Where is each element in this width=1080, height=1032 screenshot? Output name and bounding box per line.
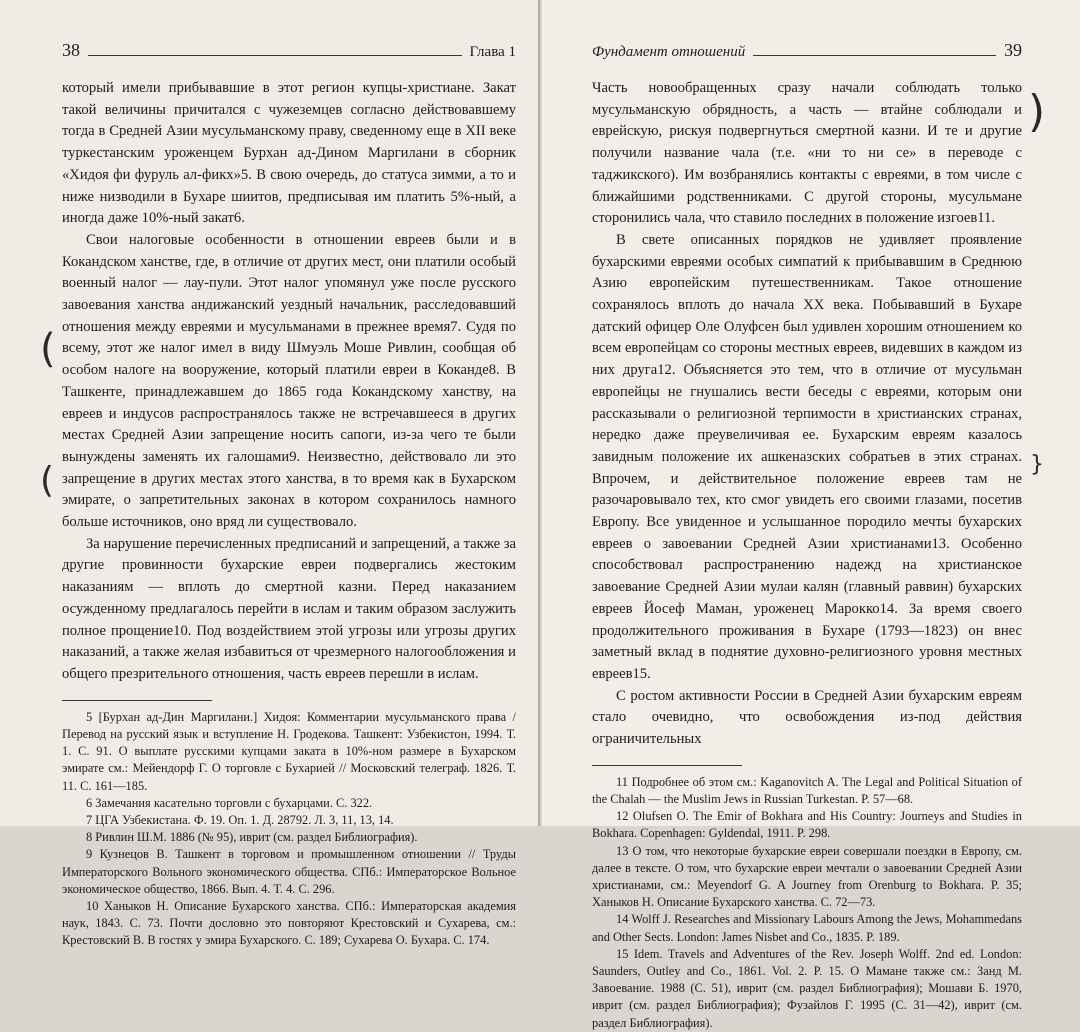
right-page-number: 39	[1004, 40, 1022, 60]
left-page-number: 38	[62, 40, 80, 60]
left-running-head	[62, 40, 516, 68]
footnote: 8 Ривлин Ш.М. 1886 (№ 95), иврит (см. раздел Библиография).	[86, 830, 418, 845]
left-page	[0, 0, 538, 948]
footnote: 13 О том, что некоторые бухарские евреи совершали поездки в Европу, см. далее в тексте. О том, что бухарские евреи мечтали о завоевании Средней Азии христианами, см.: Meyendorf G. A Journey from Orenburg to Bokhara. P. 35; Ханыков Н. Описание Бухарского ханства. С. 72—73.	[592, 843, 1022, 910]
pencil-bracket-mark: (	[40, 460, 55, 501]
section-title: Фундамент отношений	[592, 44, 746, 60]
right-running-head	[592, 40, 1022, 68]
footnote: 5 [Бурхан ад-Дин Маргилани.] Хидоя: Комментарии мусульманского права / Перевод на русский язык и вступление Н. Гродекова. Ташкент: Узбекистон, 1994. Т. 1. С. 91. О выплате русскими купцами заката в 10%-ном размере в Бухарском эмирате см.: Мейендорф Г. О торговле с Бухарией // Московский телеграф. 1826. Т. 11. С. 161—185.	[62, 709, 516, 793]
left-body-text	[62, 78, 516, 686]
paragraph: Часть новообращенных сразу начали соблюдать только мусульманскую обрядность, а часть — втайне соблюдали и еврейскую, рискуя подвергнуться смертной казни. И те и другие получили название чала (т.е. «ни то ни се» в переводе с таджикского). Им возбранялись контакты с евреями, в том числе с ближайшими родственниками. С другой стороны, мусульмане сторонились чала, что ставило последних в положение изгоев11.	[592, 80, 1022, 227]
footnote: 10 Ханыков Н. Описание Бухарского ханства. СПб.: Императорская академия наук, 1843. С. 73. Почти дословно это повторяют Крестовский и Сухарева, см.: Крестовский В. В гостях у эмира Бухарского. С. 189; Сухарева О. Бухара. С. 174.	[62, 898, 516, 948]
paragraph: За нарушение перечисленных предписаний и запрещений, а также за другие провинности бухарские евреи подвергались жестоким наказаниям — вплоть до смертной казни. Перед наказанием осужденному предлагалось перейти в ислам и таким образом заслужить полное прощение10. Под воздействием этой угрозы или угрозы других наказаний, а также желая избавиться от чрезмерного налогообложения и общего презрительного отношения, часть евреев перешли в ислам.	[62, 535, 516, 682]
right-page	[542, 0, 1080, 1030]
header-rule	[753, 55, 996, 56]
paragraph: В свете описанных порядков не удивляет проявление бухарскими евреями особых симпатий к прибывавшим в Среднюю Азию европейским путешественникам. Такое отношение сохранялось вплоть до начала XX века. Побывавший в Бухаре датский офицер Оле Олуфсен был удивлен хорошим отношением ко всем европейцам со стороны местных евреев, видевших в каждом из них друга12. Объясняется это тем, что в отличие от мусульман европейцы не гнушались вести беседы с евреями, которым они рассказывали о религиозной терпимости в христианских странах, нередко даже преувеличивая ее. Бухарским евреям казалось завидным положение их ашкеназских собратьев в этих странах. Впрочем, и действительное положение евреев там не разочаровывало тех, кто смог увидеть его своими глазами, посетив Европу. Все увиденное и услышанное породило мечты бухарских евреев о завоевании Средней Азии христианами13. Особенно способствовал распространению надежд на христианское завоевание Средней Азии мулаи калян (главный раввин) бухарских евреев Йосеф Маман, уроженец Марокко14. За время своего продолжительного проживания в Бухаре (1793—1823) он внес заметный вклад в поднятие духовно-религиозного уровня местных евреев15.	[592, 231, 1022, 682]
chapter-title: Глава 1	[469, 44, 516, 60]
right-body-text	[592, 78, 1022, 751]
footnote: 12 Olufsen O. The Emir of Bokhara and His Country: Journeys and Studies in Bokhara. Copenhagen: Gyldendal, 1911. P. 298.	[592, 809, 1022, 841]
right-footnotes	[592, 774, 1022, 1032]
footnote-separator	[592, 765, 742, 766]
footnote: 14 Wolff J. Researches and Missionary Labours Among the Jews, Mohammedans and Other Sects. London: James Nisbet and Co., 1835. P. 189.	[592, 912, 1022, 944]
footnote: 7 ЦГА Узбекистана. Ф. 19. Оп. 1. Д. 28792. Л. 3, 11, 13, 14.	[86, 812, 394, 827]
paragraph: который имели прибывавшие в этот регион купцы-христиане. Закат такой величины причитался с чужеземцев согласно действовавшему тогда в Средней Азии мусульманскому праву, сведенному еще в XII веке туркестанским уроженцем Бурхан ад-Дином Маргилани в сборник «Хидоя фи фуруль ал-фикх»5. В свою очередь, до статуса зимми, а то и ниже низводили в Бухаре шиитов, предписывая им платить 5%-ный, а иногда даже 10%-ный закат6.	[62, 80, 516, 227]
footnote: 9 Кузнецов В. Ташкент в торговом и промышленном отношении // Труды Императорского Вольного экономического общества. СПб.: Императорское Вольное экономическое общество, 1866. Вып. 4. Т. 4. С. 296.	[62, 847, 516, 896]
pencil-bracket-mark: (	[40, 326, 56, 372]
pencil-bracket-mark: )	[1028, 86, 1046, 137]
left-footnotes	[62, 709, 516, 950]
footnote: 11 Подробнее об этом см.: Kaganovitch A. The Legal and Political Situation of the Chalah — the Muslim Jews in Russian Turkestan. P. 57—68.	[592, 774, 1022, 806]
footnote-separator	[62, 700, 212, 701]
paragraph: Свои налоговые особенности в отношении евреев были и в Кокандском ханстве, где, в отличие от других мест, они платили особый военный налог — лау-пули. Этот налог упомянул уже после русского завоевания ханства андижанский уездный начальник, расследовавший отношения между евреями и мусульманами в прежнее время7. Судя по всему, этот же налог имел в виду Шмуэль Моше Ривлин, сообщая об особом налоге на вооружение, который платили евреи в Коканде8. В Ташкенте, принадлежавшем до 1865 года Кокандскому ханству, на евреев и индусов распространялось также не встречавшееся в других местах Средней Азии запрещение носить сапоги, из-за чего те были вынуждены заменять их галошами9. Неизвестно, действовало ли это запрещение в других местах этого ханства, в то время как в Бухарском эмирате, о запретительных законах в котором сохранилось намного больше источников, оно вряд ли существовало.	[62, 231, 516, 531]
footnote: 6 Замечания касательно торговли с бухарцами. С. 322.	[86, 795, 373, 810]
header-rule	[88, 55, 462, 56]
pencil-bracket-mark: }	[1030, 452, 1044, 477]
paragraph: С ростом активности России в Средней Азии бухарским евреям стало очевидно, что освобождения из-под действия ограничительных	[592, 687, 1022, 748]
footnote: 15 Idem. Travels and Adventures of the Rev. Joseph Wolff. 2nd ed. London: Saunders, Outley and Co., 1861. Vol. 2. P. 15. О Мамане также см.: Занд М. Завоевание. 1988 (С. 51), иврит (см. раздел Библиография); Мошави Б. 1970, иврит (см. раздел Библиография); Фузайлов Г. 1995 (С. 31—42), иврит (см. раздел Библиография).	[592, 946, 1022, 1030]
